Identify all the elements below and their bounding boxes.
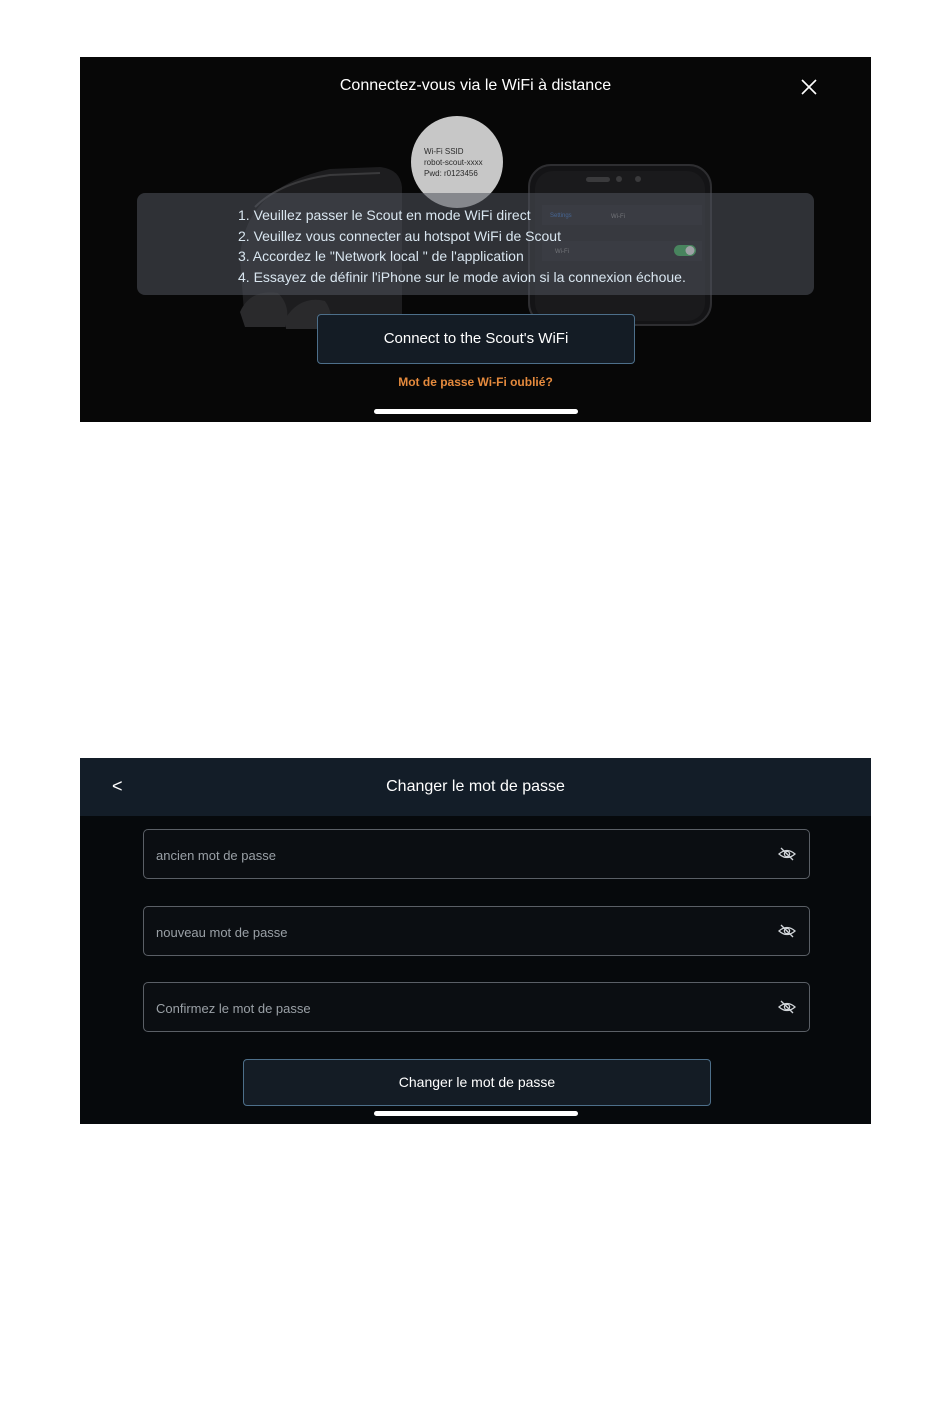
old-password-input[interactable]	[154, 830, 758, 880]
page-title: Connectez-vous via le WiFi à distance	[339, 77, 612, 94]
eye-hidden-icon[interactable]	[778, 999, 796, 1015]
forgot-wifi-password-link[interactable]: Mot de passe Wi-Fi oublié?	[398, 375, 553, 389]
new-password-input[interactable]	[154, 907, 758, 957]
confirm-password-field	[143, 982, 810, 1032]
home-indicator	[374, 409, 578, 414]
header-bar	[80, 758, 871, 816]
connect-wifi-button[interactable]: Connect to the Scout's WiFi	[317, 314, 635, 364]
instruction-step: 4. Essayez de définir l'iPhone sur le mode avion si la connexion échoue.	[238, 268, 686, 285]
instructions-list	[238, 205, 686, 287]
change-password-screen	[80, 758, 871, 1124]
close-icon[interactable]	[799, 77, 819, 97]
page-title: Changer le mot de passe	[386, 778, 565, 795]
confirm-password-input[interactable]	[154, 983, 758, 1033]
wifi-ssid-info	[424, 146, 483, 179]
ssid-label: Wi-Fi SSID	[424, 147, 464, 156]
home-indicator	[374, 1111, 578, 1116]
instruction-step: 2. Veuillez vous connecter au hotspot WiFi de Scout	[238, 227, 561, 244]
ssid-value: robot-scout-xxxx	[424, 158, 483, 167]
instruction-step: 3. Accordez le "Network local " de l'application	[238, 248, 524, 264]
wifi-connect-screen	[80, 57, 871, 422]
old-password-field	[143, 829, 810, 879]
instruction-step: 1. Veuillez passer le Scout en mode WiFi direct	[238, 207, 531, 223]
eye-hidden-icon[interactable]	[778, 846, 796, 862]
change-password-button[interactable]: Changer le mot de passe	[243, 1059, 711, 1106]
ssid-password: Pwd: r0123456	[424, 169, 478, 178]
eye-hidden-icon[interactable]	[778, 923, 796, 939]
back-button[interactable]: <	[112, 776, 123, 796]
new-password-field	[143, 906, 810, 956]
